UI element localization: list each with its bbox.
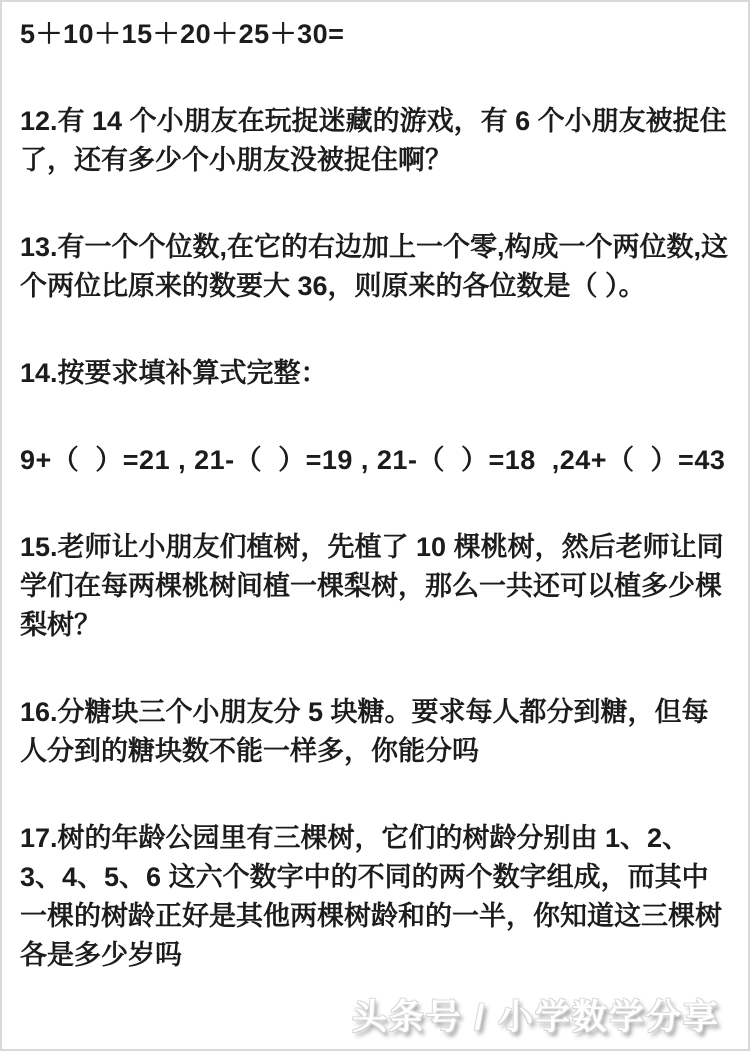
problem-14: 14.按要求填补算式完整： <box>20 358 328 388</box>
problem-15: 15.老师让小朋友们植树，先植了 10 棵桃树，然后老师让同学们在每两棵桃树间植一棵梨树，那么一共还可以植多少棵梨树？ <box>20 532 724 640</box>
problem-13: 13.有一个个位数,在它的右边加上一个零,构成一个两位数,这个两位比原来的数要大 36，则原来的各位数是（ ）。 <box>20 232 729 301</box>
problem-14-equations: 9+（ ）=21 , 21-（ ）=19 , 21-（ ）=18 ,24+（ ）=43 <box>20 445 726 475</box>
warmup-equation: 5＋10＋15＋20＋25＋30= <box>20 19 345 49</box>
problem-12: 12.有 14 个小朋友在玩捉迷藏的游戏，有 6 个小朋友被捉住了，还有多少个小朋友没被捉住啊？ <box>20 106 727 175</box>
problem-16: 16.分糖块三个小朋友分 5 块糖。要求每人都分到糖，但每人分到的糖块数不能一样多，你能分吗 <box>20 697 709 766</box>
problem-17: 17.树的年龄公园里有三棵树，它们的树龄分别由 1、2、3、4、5、6 这六个数字中的不同的两个数字组成，而其中一棵的树龄正好是其他两棵树龄和的一半，你知道这三棵树各是多少岁吗 <box>20 823 722 970</box>
watermark: 头条号 / 小学数学分享 <box>351 998 720 1037</box>
